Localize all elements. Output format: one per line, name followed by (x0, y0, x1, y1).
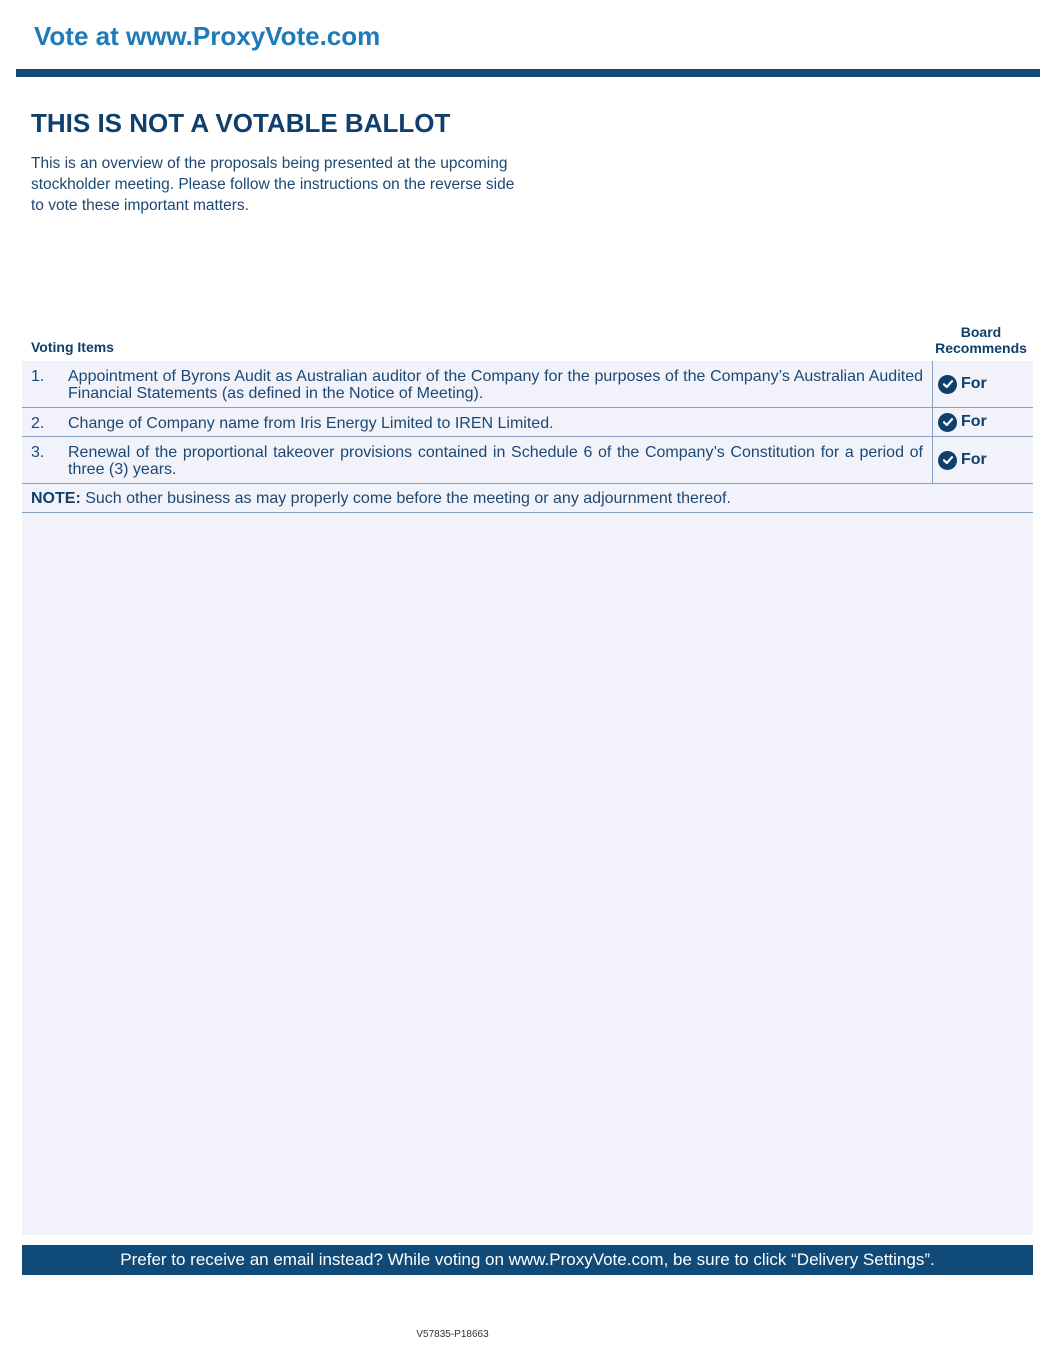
note-row (22, 484, 1033, 513)
voting-items-header: Voting Items (31, 339, 114, 355)
voting-item-row (22, 437, 1033, 484)
voting-items-panel (22, 361, 1033, 1235)
intro-text: This is an overview of the proposals being presented at the upcoming stockholder meeting. Please follow the instructions on the reverse side to vote these important matters. (31, 155, 515, 214)
document-code: V57835-P18663 (416, 1329, 489, 1340)
board-recommendation (932, 437, 1033, 483)
item-number: 3. (31, 444, 45, 461)
check-circle-icon (938, 375, 957, 394)
item-number: 1. (31, 368, 45, 385)
header-divider (16, 69, 1040, 77)
note-text (31, 490, 731, 508)
voting-item-row (22, 408, 1033, 437)
board-recommends-header (928, 324, 1034, 356)
proxyvote-link[interactable]: Vote at www.ProxyVote.com (34, 21, 381, 51)
item-text: Renewal of the proportional takeover provisions contained in Schedule 6 of the Company’s Constitution for a period of three (3) years. (68, 444, 923, 478)
note-label: NOTE: (31, 490, 81, 507)
board-recommends-line2: Recommends (935, 340, 1027, 356)
board-recommends-line1: Board (960, 324, 1002, 340)
check-circle-icon (938, 451, 957, 470)
page-title: THIS IS NOT A VOTABLE BALLOT (31, 108, 451, 138)
item-text: Change of Company name from Iris Energy Limited to IREN Limited. (68, 415, 554, 432)
recommendation-label: For (961, 451, 987, 468)
board-recommendation (932, 361, 1033, 407)
check-circle-icon (938, 413, 957, 432)
item-number: 2. (31, 415, 45, 432)
item-text: Appointment of Byrons Audit as Australian auditor of the Company for the purposes of the Company’s Australian Audited Financial Statements (as defined in the Notice of Meeting). (68, 368, 923, 402)
recommendation-label: For (961, 375, 987, 392)
note-body: Such other business as may properly come before the meeting or any adjournment thereof. (85, 490, 731, 507)
board-recommendation (932, 408, 1033, 436)
voting-item-row (22, 361, 1033, 408)
recommendation-label: For (961, 413, 987, 430)
delivery-settings-banner: Prefer to receive an email instead? While voting on www.ProxyVote.com, be sure to click “Delivery Settings”. (22, 1245, 1033, 1275)
